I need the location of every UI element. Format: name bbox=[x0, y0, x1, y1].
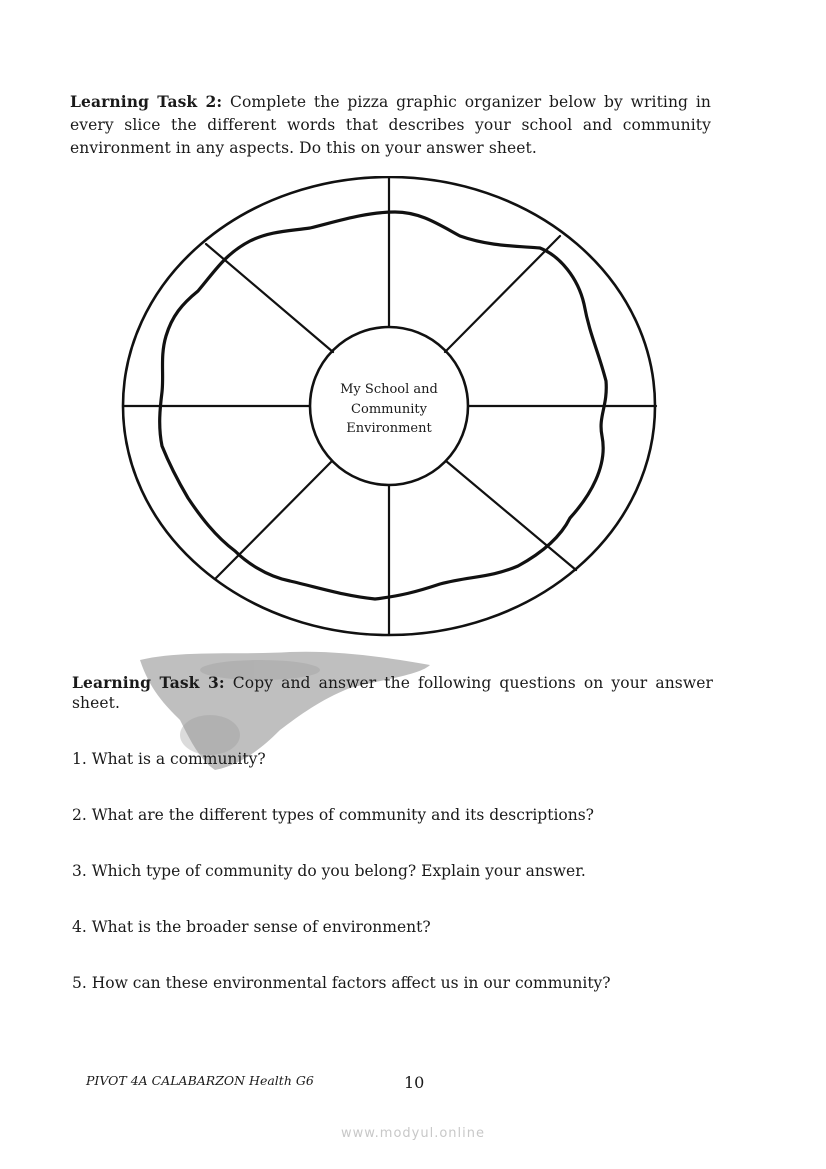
center-label-line: Community bbox=[351, 401, 427, 417]
organizer-center-label bbox=[309, 380, 469, 439]
task2-text: Complete the pizza graphic organizer below by writing in every slice the different words that describes your school and community environment in any aspects. Do this on your answer sheet. bbox=[70, 93, 711, 157]
task2-heading: Learning Task 2: bbox=[70, 92, 223, 111]
question-item: 3. Which type of community do you belong? Explain your answer. bbox=[72, 862, 586, 880]
question-item: 4. What is the broader sense of environment? bbox=[72, 918, 431, 936]
slice-divider bbox=[216, 461, 332, 578]
slice-divider bbox=[445, 236, 560, 352]
slice-divider bbox=[446, 461, 576, 570]
task3-heading: Learning Task 3: bbox=[72, 673, 225, 692]
question-item: 2. What are the different types of community and its descriptions? bbox=[72, 806, 594, 824]
center-label-line: My School and bbox=[340, 382, 438, 397]
watermark: www.modyul.online bbox=[340, 1126, 486, 1141]
question-item: 5. How can these environmental factors affect us in our community? bbox=[72, 974, 611, 992]
question-item: 1. What is a community? bbox=[72, 750, 266, 768]
center-label-line: Environment bbox=[346, 421, 432, 436]
footer-title: PIVOT 4A CALABARZON Health G6 bbox=[86, 1073, 314, 1088]
slice-divider bbox=[206, 244, 333, 352]
page-number: 10 bbox=[404, 1073, 425, 1092]
learning-task-2 bbox=[70, 90, 711, 160]
learning-task-3 bbox=[72, 673, 713, 713]
task3-text: Copy and answer the following questions on your answer sheet. bbox=[72, 674, 713, 712]
